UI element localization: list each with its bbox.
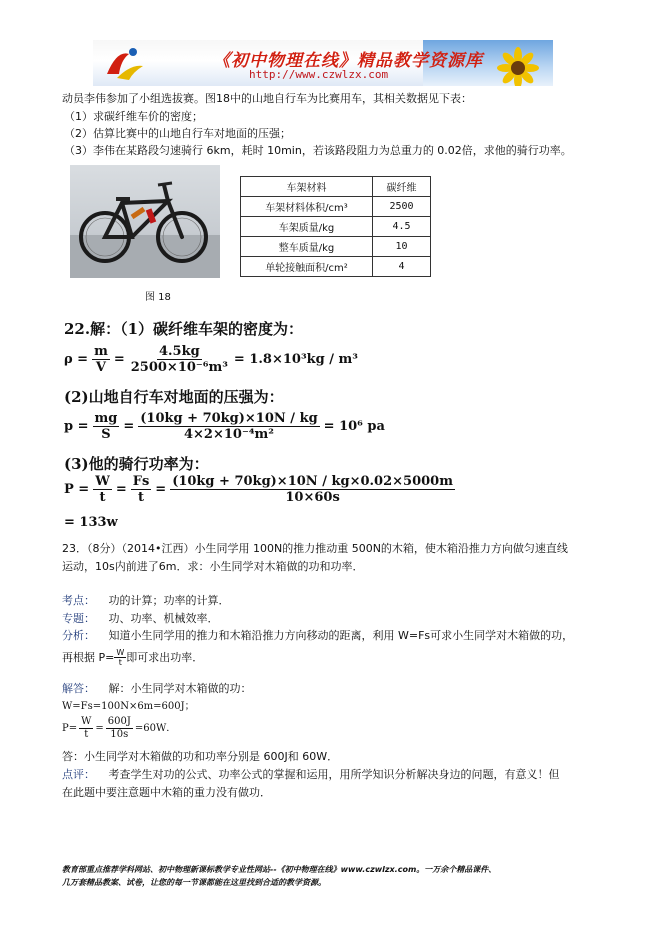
- formula-text: p =: [64, 419, 89, 434]
- banner-title: 《初中物理在线》精品教学资源库: [213, 51, 483, 71]
- formula-text: P=: [62, 723, 78, 734]
- footer-line-2: 几万套精品教案、试卷，让您的每一节课都能在这里找到合适的教学资源。: [62, 878, 326, 887]
- formula-text: =: [155, 482, 167, 497]
- formula-text: =60W．: [134, 723, 177, 734]
- fraction-denominator: V: [95, 360, 106, 375]
- fraction-numerator: W: [116, 648, 125, 657]
- table-value: 10: [373, 237, 431, 257]
- fraction-numerator: Fs: [132, 474, 150, 489]
- power-equation: [62, 716, 176, 741]
- solution-22-part3-heading: (3)他的骑行功率为：: [64, 455, 209, 473]
- fraction-denominator: 10×60s: [285, 490, 340, 505]
- fraction-numerator: W: [95, 474, 110, 489]
- question-23-line2: 运动，10s内前进了6m．求：小生同学对木箱做的功和功率．: [62, 560, 364, 573]
- fraction-denominator: t: [99, 490, 106, 505]
- fraction-denominator: 10s: [110, 729, 129, 740]
- fenxi-row-2: [62, 648, 203, 667]
- fraction: [93, 474, 112, 505]
- table-key: 整车质量/kg: [241, 237, 373, 257]
- figure-caption: 图 18: [145, 292, 171, 303]
- table-key: 车架材料: [241, 177, 373, 197]
- jieda-text: 解：小生同学对木箱做的功：: [108, 682, 252, 695]
- fraction-denominator: t: [84, 729, 89, 740]
- zhuanti-text: 功、功率、机械效率．: [108, 612, 219, 625]
- fraction-numerator: 600J: [107, 716, 131, 727]
- fraction-denominator: S: [101, 427, 111, 442]
- fraction: [92, 344, 110, 375]
- fenxi-text: 再根据 P=: [62, 651, 115, 664]
- solution-22-heading: 22.解：（1）碳纤维车架的密度为：: [64, 320, 304, 338]
- jieda-row: [62, 681, 252, 696]
- table-row: [241, 237, 431, 257]
- fenxi-label: 分析：: [62, 629, 95, 642]
- formula-result: = 1.8×10³kg / m³: [233, 352, 358, 367]
- fraction: [138, 411, 319, 442]
- table-key: 车架材料体积/cm³: [241, 197, 373, 217]
- sunflower-icon: [488, 46, 548, 86]
- fraction-numerator: mg: [94, 411, 118, 426]
- formula-text: =: [113, 352, 125, 367]
- question-1: （1）求碳纤维车价的密度；: [64, 110, 203, 123]
- table-row: [241, 217, 431, 237]
- dianping-text: 考查学生对功的公式、功率公式的掌握和运用，用所学知识分析解决身边的问题，有意义！但: [108, 768, 560, 781]
- bicycle-photo: [70, 165, 220, 278]
- header-banner: [93, 40, 553, 86]
- table-key: 单轮接触面积/cm²: [241, 257, 373, 277]
- table-value: 2500: [373, 197, 431, 217]
- table-row: [241, 257, 431, 277]
- footer-line-1: 教育部重点推荐学科网站、初中物理新课标教学专业性网站--《初中物理在线》www.czwlzx.com。一万余个精品课件、: [62, 865, 497, 874]
- fraction: [79, 716, 93, 741]
- formula-text: ρ =: [64, 352, 89, 367]
- fenxi-text: 知道小生同学用的推力和木箱沿推力方向移动的距离，利用 W=Fs可求小生同学对木箱做的功，: [108, 629, 574, 642]
- power-result: = 133w: [64, 515, 118, 530]
- work-equation: W=Fs=100N×6m=600J；: [62, 701, 195, 712]
- density-formula: [64, 344, 358, 375]
- power-formula: [64, 474, 455, 505]
- fenxi-row: [62, 628, 573, 643]
- table-value: 4.5: [373, 217, 431, 237]
- jieda-label: 解答：: [62, 682, 95, 695]
- fraction-denominator: t: [137, 490, 144, 505]
- fraction-denominator: t: [118, 658, 122, 667]
- formula-text: =: [115, 482, 127, 497]
- zhuanti-label: 专题：: [62, 612, 95, 625]
- table-value: 碳纤维: [373, 177, 431, 197]
- bike-parameters-table: [240, 176, 431, 277]
- question-3: （3）李伟在某路段匀速骑行 6km，耗时 10min，若该路段阻力为总重力的 0.02倍，求他的骑行功率。: [64, 144, 572, 157]
- table-row: [241, 177, 431, 197]
- fraction-numerator: W: [81, 716, 92, 727]
- site-logo-icon: [103, 44, 147, 82]
- fraction-numerator: m: [94, 344, 108, 359]
- question-23-line1: 23．（8分）（2014•江西）小生同学用 100N的推力推动重 500N的木箱，使木箱沿推力方向做匀速直线: [62, 542, 568, 555]
- dianping-line-2: 在此题中要注意题中木箱的重力没有做功．: [62, 786, 271, 799]
- kaodian-row: [62, 593, 230, 608]
- fenxi-text: 即可求出功率．: [126, 651, 204, 664]
- fraction-denominator: 2500×10⁻⁶m³: [130, 360, 228, 375]
- answer-line: 答：小生同学对木箱做的功和功率分别是 600J和 60W．: [62, 750, 339, 763]
- solution-22-part2-heading: (2)山地自行车对地面的压强为：: [64, 388, 284, 406]
- fraction: [129, 344, 230, 375]
- fraction: [93, 411, 120, 442]
- kaodian-text: 功的计算；功率的计算．: [108, 594, 230, 607]
- table-key: 车架质量/kg: [241, 217, 373, 237]
- fraction: [131, 474, 152, 505]
- table-row: [241, 197, 431, 217]
- fraction-numerator: (10kg + 70kg)×10N / kg: [140, 411, 318, 426]
- banner-url: http://www.czwlzx.com: [249, 68, 389, 81]
- fraction-denominator: 4×2×10⁻⁴m²: [183, 427, 274, 442]
- intro-line: 动员李伟参加了小组选拔赛。图18中的山地自行车为比赛用车，其相关数据见下表：: [62, 92, 472, 105]
- dianping-label: 点评：: [62, 768, 95, 781]
- fraction-numerator: (10kg + 70kg)×10N / kg×0.02×5000m: [172, 474, 453, 489]
- question-2: （2）估算比赛中的山地自行车对地面的压强；: [64, 127, 291, 140]
- table-value: 4: [373, 257, 431, 277]
- formula-text: P =: [64, 482, 90, 497]
- dianping-row: [62, 767, 560, 782]
- fraction: [170, 474, 455, 505]
- formula-text: =: [95, 723, 104, 734]
- formula-text: =: [123, 419, 135, 434]
- fraction-numerator: 4.5kg: [158, 344, 200, 359]
- fraction: [106, 716, 133, 741]
- formula-result: = 10⁶ pa: [323, 419, 385, 434]
- pressure-formula: [64, 411, 385, 442]
- zhuanti-row: [62, 611, 219, 626]
- kaodian-label: 考点：: [62, 594, 95, 607]
- fraction: [114, 648, 126, 667]
